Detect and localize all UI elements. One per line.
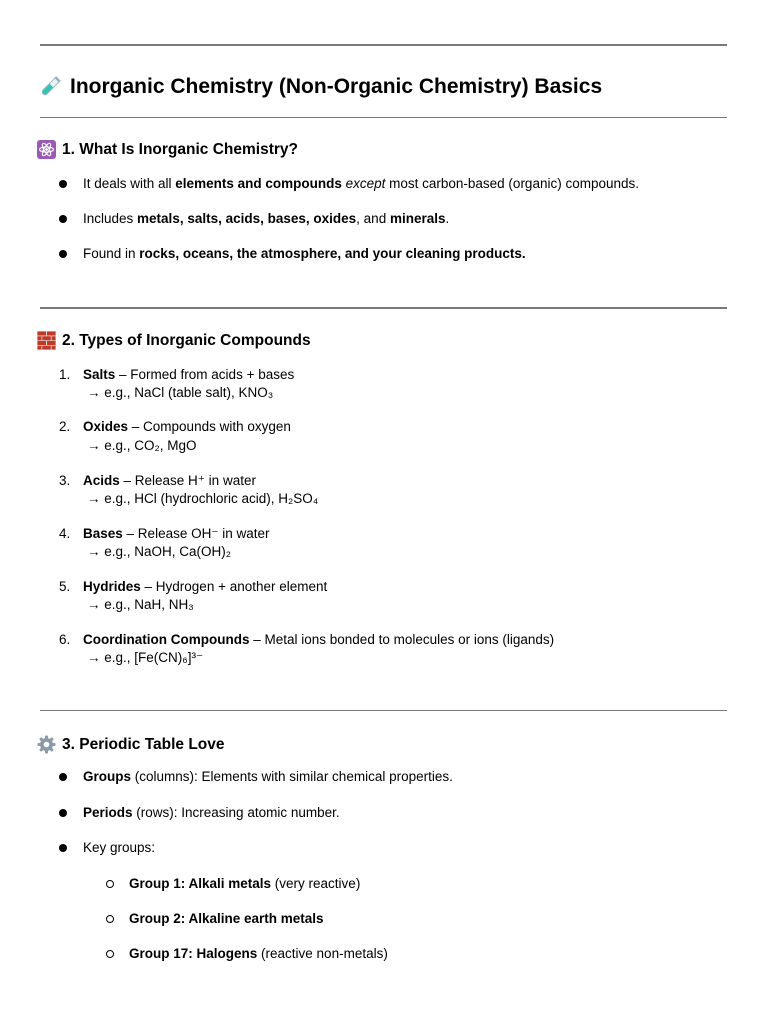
bullet xyxy=(59,773,67,781)
list-item-example: → e.g., NaH, NH₃ xyxy=(87,597,194,612)
section-2-heading xyxy=(37,331,311,350)
list-item: Acids – Release H⁺ in water xyxy=(83,473,256,488)
section-divider xyxy=(40,307,727,309)
sub-bullet xyxy=(106,915,114,923)
list-item: Periods (rows): Increasing atomic number. xyxy=(83,805,340,820)
list-number: 5. xyxy=(59,579,71,594)
bullet xyxy=(59,844,67,852)
section-1-title: 1. What Is Inorganic Chemistry? xyxy=(62,140,298,158)
list-item: It deals with all elements and compounds except most carbon-based (organic) compounds. xyxy=(83,176,640,191)
page-title-text: Inorganic Chemistry (Non-Organic Chemistry) Basics xyxy=(70,75,603,98)
list-item: Oxides – Compounds with oxygen xyxy=(83,419,291,434)
sub-bullet xyxy=(106,880,114,888)
list-number: 1. xyxy=(59,367,71,382)
section-3-title: 3. Periodic Table Love xyxy=(62,735,225,753)
list-item: Salts – Formed from acids + bases xyxy=(83,367,295,382)
sub-list-item: Group 1: Alkali metals (very reactive) xyxy=(129,876,361,891)
section-1-heading xyxy=(37,140,298,159)
list-item: Bases – Release OH⁻ in water xyxy=(83,526,270,541)
bullet xyxy=(59,180,67,188)
bullet xyxy=(59,809,67,817)
section-divider xyxy=(40,710,727,711)
list-item: Includes metals, salts, acids, bases, oxides, and minerals. xyxy=(83,211,450,226)
list-item: Found in rocks, oceans, the atmosphere, and your cleaning products. xyxy=(83,246,526,261)
atom-icon xyxy=(37,140,56,159)
list-item-example: → e.g., CO₂, MgO xyxy=(87,438,197,453)
list-number: 6. xyxy=(59,632,71,647)
list-item: Hydrides – Hydrogen + another element xyxy=(83,579,328,594)
list-item-example: → e.g., NaCl (table salt), KNO₃ xyxy=(87,385,274,400)
sub-list-item: Group 2: Alkaline earth metals xyxy=(129,911,324,926)
bullet xyxy=(59,250,67,258)
page-title xyxy=(37,74,602,100)
sub-bullet xyxy=(106,950,114,958)
list-item-example: → e.g., NaOH, Ca(OH)₂ xyxy=(87,544,232,559)
section-3-heading xyxy=(37,735,225,754)
sub-list-item: Group 17: Halogens (reactive non-metals) xyxy=(129,946,388,961)
brick-icon xyxy=(37,331,56,350)
list-item: Key groups: xyxy=(83,840,156,855)
list-number: 3. xyxy=(59,473,71,488)
test-tube-icon xyxy=(37,74,63,100)
gear-icon xyxy=(37,735,56,754)
section-2-title: 2. Types of Inorganic Compounds xyxy=(62,331,311,349)
list-item-example: → e.g., HCl (hydrochloric acid), H₂SO₄ xyxy=(87,491,319,506)
list-number: 4. xyxy=(59,526,71,541)
list-number: 2. xyxy=(59,419,71,434)
bullet xyxy=(59,215,67,223)
list-item: Coordination Compounds – Metal ions bonded to molecules or ions (ligands) xyxy=(83,632,555,647)
list-item: Groups (columns): Elements with similar chemical properties. xyxy=(83,769,453,784)
list-item-example: → e.g., [Fe(CN)₆]³⁻ xyxy=(87,650,204,665)
top-divider xyxy=(40,44,727,46)
title-divider xyxy=(40,117,727,118)
